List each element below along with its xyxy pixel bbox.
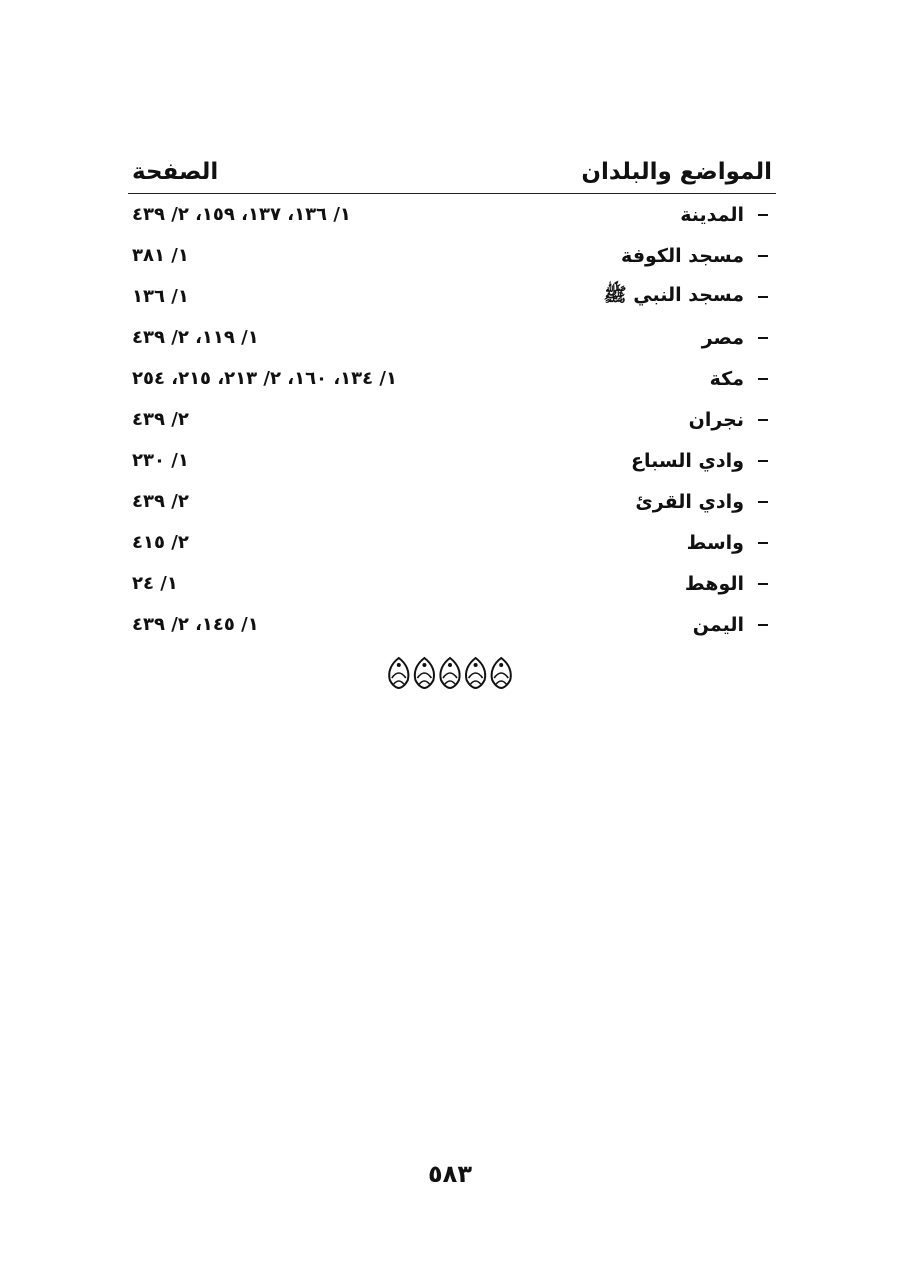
place-name: وادي القرئ bbox=[635, 490, 744, 513]
table-rows bbox=[128, 194, 776, 645]
place-name: وادي السباع bbox=[631, 449, 744, 472]
place-entry bbox=[710, 368, 772, 390]
page-refs: ٢/ ٤٣٩ bbox=[132, 491, 189, 512]
page-number: ٥٨٣ bbox=[428, 1160, 472, 1188]
dash-bullet bbox=[758, 583, 768, 585]
dash-bullet bbox=[758, 624, 768, 626]
page-refs: ١/ ٢٣٠ bbox=[132, 450, 189, 471]
dash-bullet bbox=[758, 460, 768, 462]
table-row bbox=[128, 604, 776, 645]
page-refs: ١/ ١٣٦ bbox=[132, 286, 189, 307]
page-refs: ١/ ١١٩، ٢/ ٤٣٩ bbox=[132, 327, 259, 348]
table-row bbox=[128, 235, 776, 276]
place-entry bbox=[680, 204, 772, 226]
place-name: مكة bbox=[709, 367, 744, 390]
page-refs: ١/ ١٤٥، ٢/ ٤٣٩ bbox=[132, 614, 259, 635]
ornament-motif bbox=[440, 658, 459, 688]
place-name: مسجد الكوفة bbox=[621, 244, 744, 267]
floral-ornament-icon bbox=[386, 656, 514, 690]
ornament-motif bbox=[492, 658, 511, 688]
dash-bullet bbox=[758, 378, 768, 380]
table-header bbox=[128, 150, 776, 194]
page-refs: ٢/ ٤١٥ bbox=[132, 532, 189, 553]
dash-bullet bbox=[758, 337, 768, 339]
place-entry bbox=[689, 409, 772, 431]
place-name: الوهط bbox=[684, 572, 744, 595]
place-name: مصر bbox=[701, 326, 744, 349]
table-row bbox=[128, 522, 776, 563]
table-row bbox=[128, 317, 776, 358]
place-entry bbox=[685, 573, 772, 595]
dash-bullet bbox=[758, 296, 768, 298]
table-row bbox=[128, 563, 776, 604]
ornament-motif bbox=[466, 658, 485, 688]
table-row bbox=[128, 194, 776, 235]
places-index-table bbox=[128, 150, 776, 645]
place-name: اليمن bbox=[692, 613, 744, 636]
dash-bullet bbox=[758, 214, 768, 216]
dash-bullet bbox=[758, 501, 768, 503]
ornament-motif bbox=[415, 658, 434, 688]
page-refs: ١/ ١٣٦، ١٣٧، ١٥٩، ٢/ ٤٣٩ bbox=[132, 204, 351, 225]
place-name: واسط bbox=[686, 531, 744, 554]
table-row bbox=[128, 481, 776, 522]
table-row bbox=[128, 440, 776, 481]
place-entry bbox=[631, 450, 772, 472]
dash-bullet bbox=[758, 255, 768, 257]
place-name: المدينة bbox=[680, 203, 744, 226]
dash-bullet bbox=[758, 419, 768, 421]
ornament-motif bbox=[389, 658, 408, 688]
place-entry bbox=[635, 491, 772, 513]
table-row bbox=[128, 358, 776, 399]
place-entry bbox=[621, 245, 772, 267]
page-refs: ٢/ ٤٣٩ bbox=[132, 409, 189, 430]
table-row bbox=[128, 276, 776, 317]
header-page: الصفحة bbox=[132, 159, 219, 185]
place-name: مسجد النبي ﷺ bbox=[603, 283, 744, 306]
page-refs: ١/ ٣٨١ bbox=[132, 245, 189, 266]
place-entry bbox=[693, 614, 772, 636]
place-entry bbox=[604, 283, 772, 311]
place-name: نجران bbox=[688, 408, 744, 431]
table-row bbox=[128, 399, 776, 440]
header-places: المواضع والبلدان bbox=[581, 159, 772, 185]
place-entry bbox=[687, 532, 772, 554]
page-refs: ١/ ١٣٤، ١٦٠، ٢/ ٢١٣، ٢١٥، ٢٥٤ bbox=[132, 368, 397, 389]
dash-bullet bbox=[758, 542, 768, 544]
place-entry bbox=[702, 327, 772, 349]
page-refs: ١/ ٢٤ bbox=[132, 573, 178, 594]
